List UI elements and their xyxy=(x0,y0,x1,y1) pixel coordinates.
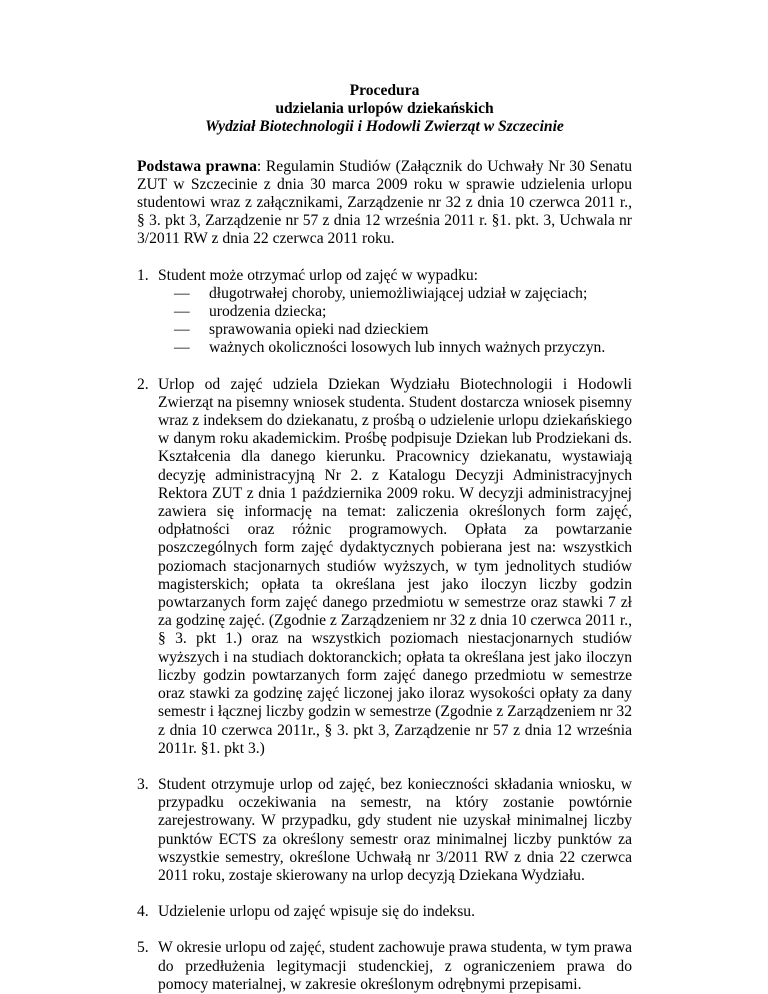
condition-item xyxy=(166,321,632,339)
dash-marker: — xyxy=(174,339,190,357)
condition-item xyxy=(166,285,632,303)
header-subtitle: udzielania urlopów dziekańskich xyxy=(275,100,494,118)
item-text: Urlop od zajęć udziela Dziekan Wydziału Biotechnologii i Hodowli Zwierząt na pisemny wniosek studenta. Student dostarcza wniosek pisemny wraz z indeksem do dziekanatu, z prośbą o udzielenie urlopu dziekańskiego w danym roku akademickim. Prośbę podpisuje Dziekan lub Prodziekani ds. Kształcenia dla danego kierunku. Pracownicy dziekanatu, wystawiają decyzję administracyjną Nr 2. z Katalogu Decyzji Administracyjnych Rektora ZUT z dnia 1 października 2009 roku. W decyzji administracyjnej zawiera się informację na temat: zaliczenia określonych form zajęć, odpłatności oraz różnic programowych. Opłata za powtarzanie poszczególnych form zajęć dydaktycznych pobierana jest na: wszystkich poziomach stacjonarnych studiów wyższych, w tym jednolitych studiów magisterskich; opłata ta określana jest jako iloczyn liczby godzin powtarzanych form zajęć danego przedmiotu w semestrze oraz stawki 7 zł za godzinę zajęć. (Zgodnie z Zarządzeniem nr 32 z dnia 10 czerwca 2011 r., § 3. pkt 1.) oraz na wszystkich poziomach niestacjonarnych studiów wyższych i na studiach doktoranckich; opłata ta określana jest jako iloczyn liczby godzin powtarzanych form zajęć danego przedmiotu w semestrze oraz stawki za godzinę zajęć liczonej jako iloraz wysokości opłaty za dany semestr i łącznej liczby godzin w semestrze (Zgodnie z Zarządzeniem nr 32 z dnia 10 czerwca 2011r., § 3. pkt 3, Zarządzenie nr 57 z dnia 12 września 2011r. §1. pkt 3.) xyxy=(158,375,632,757)
item-text: W okresie urlopu od zajęć, student zachowuje prawa studenta, w tym prawa do przedłużenia legitymacji studenckiej, z ograniczeniem prawa do pomocy materialnej, w zakresie określonym odrębnymi przepisami. xyxy=(158,939,632,993)
dash-marker: — xyxy=(174,321,190,339)
condition-text: ważnych okoliczności losowych lub innych ważnych przyczyn. xyxy=(209,339,606,357)
item-text: Student otrzymuje urlop od zajęć, bez konieczności składania wniosku, w przypadku oczekiwania na semestr, na który zostanie powtórnie zarejestrowany. W przypadku, gdy student nie uzyskał minimalnej liczby punktów ECTS za określony semestr oraz minimalnej liczby punktów za wszystkie semestry, określone Uchwałą nr 3/2011 RW z dnia 22 czerwca 2011 roku, zostaje skierowany na urlop decyzją Dziekana Wydziału. xyxy=(158,775,632,884)
item-number: 1. xyxy=(137,266,149,284)
conditions-list xyxy=(158,285,632,358)
document-header xyxy=(137,82,632,137)
document-page xyxy=(137,82,632,994)
legal-basis-label: Podstawa prawna xyxy=(137,157,257,175)
item-number: 5. xyxy=(137,939,149,957)
header-title: Procedura xyxy=(349,82,420,99)
item-text: Udzielenie urlopu od zajęć wpisuje się do indeksu. xyxy=(158,903,475,921)
list-item xyxy=(137,376,632,758)
procedure-list xyxy=(137,267,632,994)
condition-text: sprawowania opieki nad dzieckiem xyxy=(209,321,429,339)
list-item xyxy=(137,267,632,358)
condition-text: urodzenia dziecka; xyxy=(209,303,327,321)
dash-marker: — xyxy=(174,284,190,302)
legal-basis-paragraph xyxy=(137,158,632,249)
list-item xyxy=(137,939,632,994)
condition-item xyxy=(166,339,632,357)
dash-marker: — xyxy=(174,303,190,321)
item-number: 2. xyxy=(137,375,149,393)
list-item xyxy=(137,903,632,921)
header-faculty: Wydział Biotechnologii i Hodowli Zwierząt w Szczecinie xyxy=(205,118,564,136)
item-number: 4. xyxy=(137,903,149,921)
item-number: 3. xyxy=(137,775,149,793)
legal-basis-text: : Regulamin Studiów (Załącznik do Uchwały Nr 30 Senatu ZUT w Szczecinie z dnia 30 marca 2009 roku w sprawie udzielenia urlopu studentowi wraz z załącznikami, Zarządzenie nr 32 z dnia 10 czerwca 2011 r., § 3. pkt 3, Zarządzenie nr 57 z dnia 12 września 2011 r. §1. pkt. 3, Uchwala nr 3/2011 RW z dnia 22 czerwca 2011 roku. xyxy=(137,157,632,248)
item-text: Student może otrzymać urlop od zajęć w wypadku: xyxy=(158,266,479,284)
list-item xyxy=(137,776,632,885)
condition-item xyxy=(166,303,632,321)
condition-text: długotrwałej choroby, uniemożliwiającej udział w zajęciach; xyxy=(209,284,588,302)
